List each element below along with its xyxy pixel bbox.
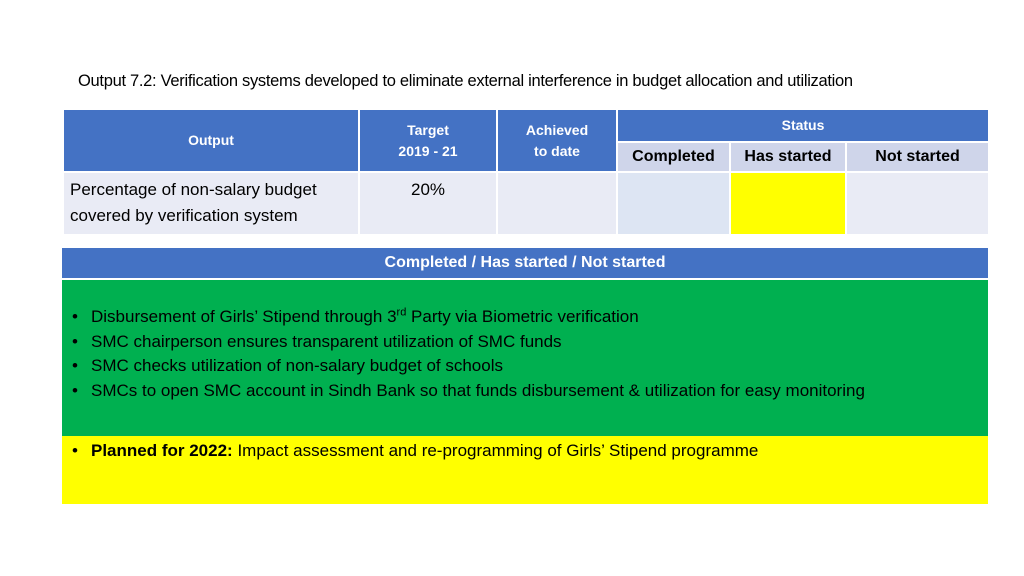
list-item-text-pre: Disbursement of Girls’ Stipend through 3 [91, 307, 397, 326]
header-target-label: Target [407, 121, 449, 138]
header-target-period: 2019 - 21 [398, 142, 458, 159]
bullet-icon: • [72, 380, 78, 400]
planned-text: Impact assessment and re-programming of Girls’ Stipend programme [232, 441, 759, 460]
row-output-line2: covered by verification system [70, 206, 298, 225]
header-has-started: Has started [730, 142, 846, 172]
bullet-icon: • [72, 356, 78, 375]
list-item-text-post: Party via Biometric verification [406, 307, 639, 326]
page-title: Output 7.2: Verification systems developed to eliminate external interference in budget allocation and utilization [78, 72, 853, 90]
planned-item [72, 439, 988, 464]
bullet-icon: • [72, 331, 78, 351]
planned-panel [62, 436, 988, 504]
progress-list [62, 305, 988, 403]
progress-list-panel [62, 280, 988, 436]
header-target [359, 109, 497, 172]
header-status-label: Status [781, 117, 825, 133]
list-item-superscript: rd [396, 306, 407, 319]
planned-label: Planned for 2022: [91, 441, 233, 460]
list-item [72, 330, 988, 355]
row-status-completed [617, 172, 730, 235]
row-status-not-started [846, 172, 989, 235]
header-achieved-label: Achieved [525, 121, 589, 138]
header-completed: Completed [617, 142, 730, 172]
list-item-text: SMC chairperson ensures transparent utilization of SMC funds [91, 331, 562, 351]
row-target: 20% [359, 172, 497, 235]
bullet-icon: • [72, 441, 78, 460]
list-item-text: SMC checks utilization of non-salary budget of schools [91, 356, 503, 375]
header-achieved-sub: to date [534, 142, 580, 159]
list-item [72, 305, 988, 330]
bullet-icon: • [72, 307, 78, 326]
header-achieved [497, 109, 617, 172]
list-item [72, 379, 988, 404]
header-status [617, 109, 989, 142]
status-legend-banner: Completed / Has started / Not started [62, 248, 988, 278]
list-item [72, 354, 988, 379]
row-output [63, 172, 359, 235]
verification-table [62, 108, 990, 236]
planned-list [62, 439, 988, 464]
header-output [63, 109, 359, 172]
row-achieved [497, 172, 617, 235]
header-not-started: Not started [846, 142, 989, 172]
row-output-line1: Percentage of non-salary budget [70, 180, 317, 199]
row-status-has-started [730, 172, 846, 235]
header-output-label: Output [188, 132, 234, 148]
list-item-text: SMCs to open SMC account in Sindh Bank so that funds disbursement & utilization for easy monitoring [91, 380, 865, 400]
